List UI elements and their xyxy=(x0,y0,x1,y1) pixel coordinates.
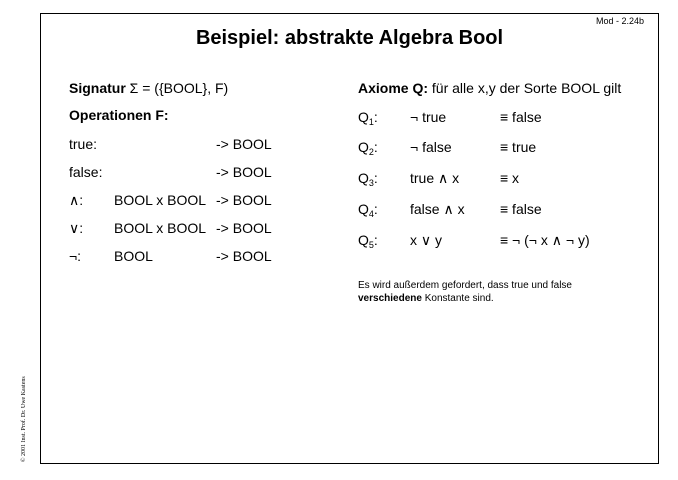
axiome-line xyxy=(358,80,621,96)
op-result: -> BOOL xyxy=(216,220,272,236)
signatur-label: Signatur xyxy=(69,80,126,96)
op-name: ¬: xyxy=(69,248,82,264)
op-args: BOOL x BOOL xyxy=(114,220,207,236)
op-args: BOOL xyxy=(114,248,153,264)
axiome-text: für alle x,y der Sorte BOOL gilt xyxy=(431,80,622,96)
page-title: Beispiel: abstrakte Algebra Bool xyxy=(195,27,504,49)
axiom-rhs: ≡ false xyxy=(500,109,542,125)
axiom-rhs: ≡ x xyxy=(500,170,520,186)
axiom-label: $Q_3$: xyxy=(358,170,378,188)
op-args: BOOL x BOOL xyxy=(114,192,207,208)
operationen-heading: Operationen F: xyxy=(69,107,169,123)
op-name: ∧: xyxy=(69,192,84,208)
op-name: ∨: xyxy=(69,220,84,236)
op-result: -> BOOL xyxy=(216,248,272,264)
axiom-lhs: ¬ false xyxy=(410,139,452,155)
axiom-lhs: true ∧ x xyxy=(410,170,460,186)
copyright-note: © 2001 Inst. Prof. Dr. Uwe Kastens xyxy=(21,376,27,462)
signatur-text: Σ = ({BOOL}, F) xyxy=(129,80,229,96)
axiome-label: Axiome Q: xyxy=(358,80,429,96)
op-name: false: xyxy=(69,164,103,180)
axiom-label: $Q_1$: xyxy=(358,109,378,127)
axiom-rhs: ≡ true xyxy=(500,139,537,155)
axiom-lhs: x ∨ y xyxy=(410,232,443,248)
note-text: Es wird außerdem gefordert, dass true und false verschiedene Konstante sind. xyxy=(358,280,572,304)
signatur-line xyxy=(69,80,228,96)
axiom-label: $Q_4$: xyxy=(358,201,378,219)
op-result: -> BOOL xyxy=(216,136,272,152)
axiom-lhs: ¬ true xyxy=(410,109,447,125)
axiom-label: $Q_2$: xyxy=(358,139,378,157)
op-name: true: xyxy=(69,136,98,152)
slide-id: Mod - 2.24b xyxy=(596,16,645,26)
axiom-rhs: ≡ ¬ (¬ x ∧ ¬ y) xyxy=(500,232,590,248)
axiom-rhs: ≡ false xyxy=(500,201,542,217)
op-result: -> BOOL xyxy=(216,164,272,180)
op-result: -> BOOL xyxy=(216,192,272,208)
axiom-lhs: false ∧ x xyxy=(410,201,465,217)
axiom-label: $Q_5$: xyxy=(358,232,378,250)
